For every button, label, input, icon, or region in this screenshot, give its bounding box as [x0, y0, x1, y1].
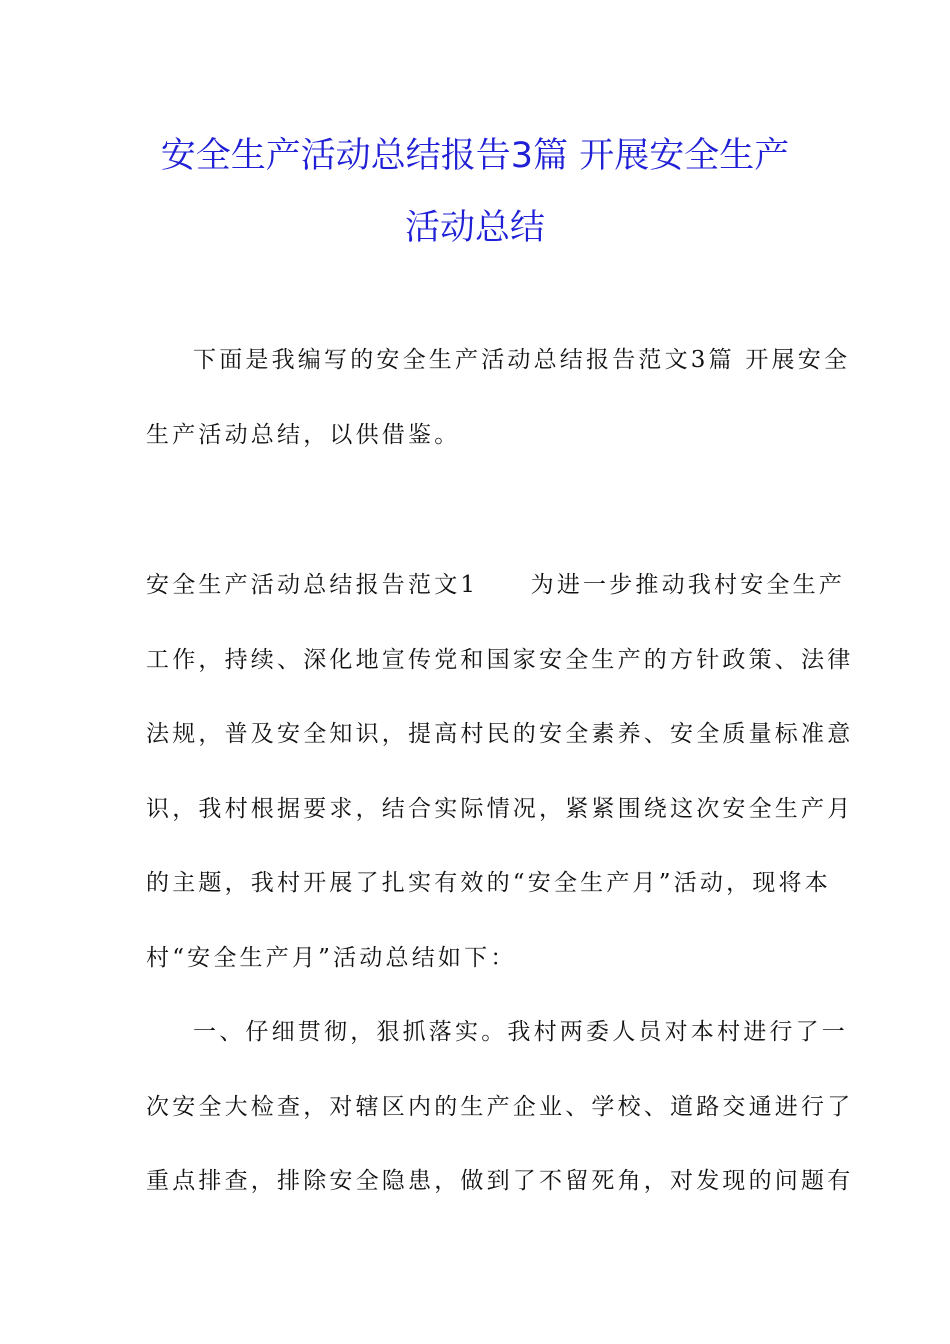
intro-line-1: 下面是我编写的安全生产活动总结报告范文3篇 开展安全: [193, 347, 851, 373]
paragraph-2-line-1: 一、仔细贯彻，狠抓落实。我村两委人员对本村进行了一: [193, 1019, 848, 1045]
paragraph-2-line-3: 重点排查，排除安全隐患，做到了不留死角，对发现的问题有: [146, 1168, 854, 1194]
paragraph-1-line-5: 的主题，我村开展了扎实有效的“安全生产月”活动，现将本: [146, 870, 831, 896]
paragraph-1-line-2: 工作，持续、深化地宣传党和国家安全生产的方针政策、法律: [146, 647, 854, 673]
document-title-line-2: 活动总结: [404, 208, 545, 248]
paragraph-2-line-2: 次安全大检查，对辖区内的生产企业、学校、道路交通进行了: [146, 1094, 854, 1120]
paragraph-1-line-1: 安全生产活动总结报告范文1 为进一步推动我村安全生产: [146, 572, 846, 598]
document-title-line-1: 安全生产活动总结报告3篇 开展安全生产: [160, 136, 790, 176]
paragraph-1-line-6: 村“安全生产月”活动总结如下：: [146, 945, 517, 971]
paragraph-1-line-3: 法规，普及安全知识，提高村民的安全素养、安全质量标准意: [146, 721, 854, 747]
intro-line-2: 生产活动总结，以供借鉴。: [146, 422, 461, 448]
paragraph-1-line-4: 识，我村根据要求，结合实际情况，紧紧围绕这次安全生产月: [146, 796, 854, 822]
